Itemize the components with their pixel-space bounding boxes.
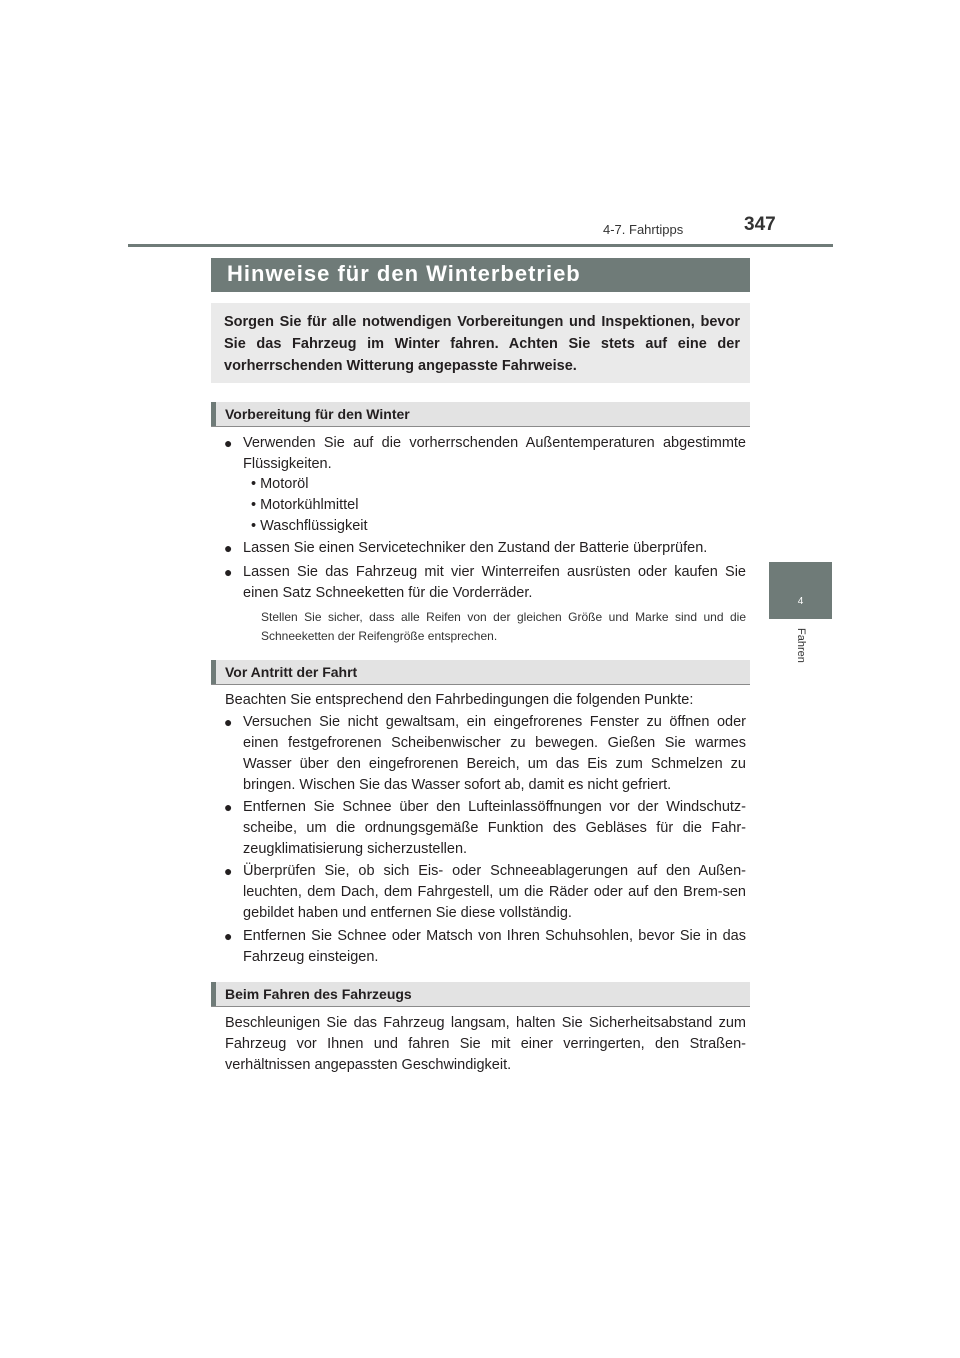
bullet-dot-icon: ●	[224, 928, 233, 944]
sub-list-item: • Motorkühlmittel	[251, 497, 359, 513]
section-breadcrumb: 4-7. Fahrtipps	[603, 222, 684, 237]
section-heading-text: Vorbereitung für den Winter	[225, 406, 410, 422]
list-item-text: Überprüfen Sie, ob sich Eis- oder Schneeablagerungen auf den Außen-leuchten, dem Dach, dem Fahrgestell, um die Räder oder auf den Brem-sen gebildet haben und entfernen Sie diese vollständig.	[243, 863, 746, 921]
section-heading-text: Vor Antritt der Fahrt	[225, 664, 358, 680]
list-item-text: Entfernen Sie Schnee über den Lufteinlassöffnungen vor der Windschutz-scheibe, um die ordnungsgemäße Funktion des Gebläses für die Fahr-zeugklimatisierung sicherzustellen.	[243, 799, 746, 857]
bullet-dot-icon: ●	[224, 714, 233, 730]
page-title-bar	[211, 258, 750, 292]
list-item	[224, 926, 746, 968]
intro-box	[211, 303, 750, 383]
section-body-text: Beschleunigen Sie das Fahrzeug langsam, halten Sie Sicherheitsabstand zum Fahrzeug vor Ihnen und fahren Sie mit einer verringerten, den Straßen-verhältnissen angepassten Geschwindigkeit.	[225, 1015, 746, 1073]
section-heading	[211, 660, 750, 685]
header-divider	[128, 244, 833, 247]
chapter-number: 4	[797, 596, 804, 607]
page-number: 347	[744, 214, 776, 235]
chapter-tab	[769, 562, 832, 619]
bullet-dot-icon: ●	[224, 540, 233, 556]
list-item	[224, 712, 746, 796]
list-item	[224, 861, 746, 924]
section-intro-text: Beachten Sie entsprechend den Fahrbedingungen die folgenden Punkte:	[225, 692, 694, 708]
section-heading	[211, 982, 750, 1007]
list-item	[224, 797, 746, 860]
bullet-dot-icon: ●	[224, 863, 233, 879]
list-item-text: Lassen Sie einen Servicetechniker den Zustand der Batterie überprüfen.	[243, 540, 708, 556]
note-text: Stellen Sie sicher, dass alle Reifen von der gleichen Größe und Marke sind und die Schneeketten der Reifengröße entsprechen.	[261, 610, 746, 643]
list-item	[224, 562, 746, 604]
sub-list-item: • Waschflüssigkeit	[251, 518, 368, 534]
bullet-dot-icon: ●	[224, 435, 233, 451]
list-item-text: Entfernen Sie Schnee oder Matsch von Ihren Schuhsohlen, bevor Sie in das Fahrzeug einsteigen.	[243, 928, 746, 965]
chapter-label: Fahren	[795, 628, 807, 663]
bullet-dot-icon: ●	[224, 799, 233, 815]
intro-text: Sorgen Sie für alle notwendigen Vorbereitungen und Inspektionen, bevor Sie das Fahrzeug im Winter fahren. Achten Sie stets auf eine der vorherrschenden Witterung angepasste Fahrweise.	[224, 314, 740, 374]
list-item-text: Verwenden Sie auf die vorherrschenden Außentemperaturen abgestimmte Flüssigkeiten.	[243, 435, 746, 472]
list-item	[224, 433, 746, 475]
bullet-dot-icon: ●	[224, 564, 233, 580]
list-item-text: Versuchen Sie nicht gewaltsam, ein eingefrorenes Fenster zu öffnen oder einen festgefrorenen Scheibenwischer zu bewegen. Gießen Sie warmes Wasser über den eingefrorenen Bereich, um das Eis zum Schmelzen zu bringen. Wischen Sie das Wasser sofort ab, damit es nicht gefriert.	[243, 714, 746, 793]
section-heading-text: Beim Fahren des Fahrzeugs	[225, 986, 412, 1002]
sub-list-item: • Motoröl	[251, 476, 309, 492]
list-item-text: Lassen Sie das Fahrzeug mit vier Winterreifen ausrüsten oder kaufen Sie einen Satz Schneeketten für die Vorderräder.	[243, 564, 746, 601]
page-title: Hinweise für den Winterbetrieb	[227, 261, 581, 286]
list-item	[224, 538, 746, 559]
section-heading	[211, 402, 750, 427]
